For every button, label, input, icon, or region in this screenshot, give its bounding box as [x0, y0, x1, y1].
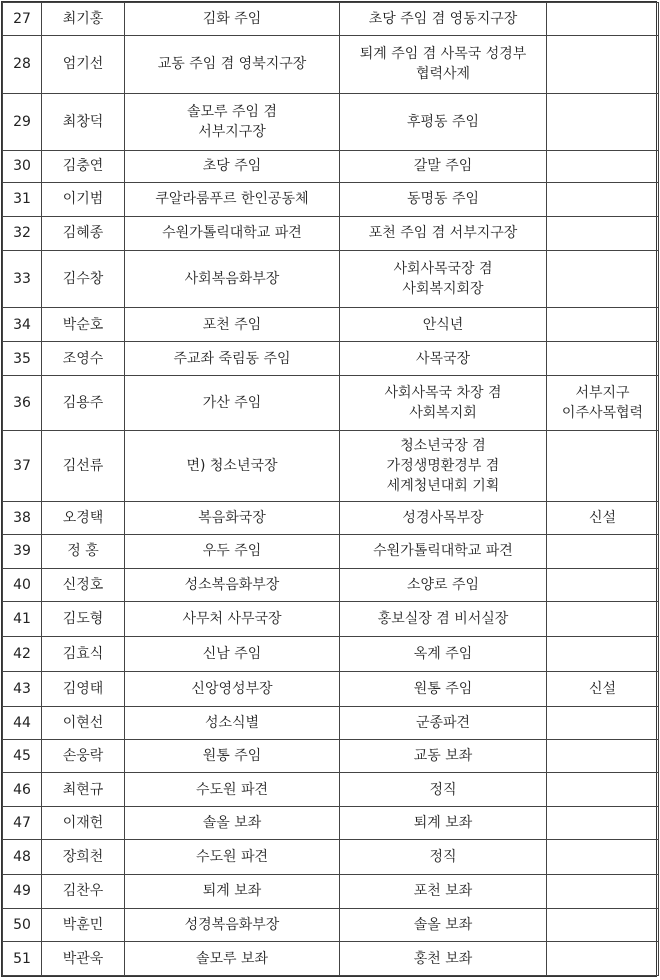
table-row	[3, 773, 659, 807]
new-position-cell: 교동 보좌	[340, 739, 547, 773]
table-row	[3, 341, 659, 376]
person-name-cell: 박관욱	[42, 942, 125, 976]
new-position-cell: 안식년	[340, 308, 547, 342]
person-name-cell: 이재헌	[42, 806, 125, 840]
remarks-cell	[547, 3, 659, 36]
row-number-cell: 46	[3, 773, 42, 807]
previous-position-cell: 쿠알라룸푸르 한인공동체	[125, 183, 340, 217]
table-row	[3, 376, 659, 431]
table-row	[3, 431, 659, 501]
person-name-cell: 김충연	[42, 150, 125, 183]
new-position-cell: 수원가톨릭대학교 파견	[340, 535, 547, 569]
new-position-cell: 포천 보좌	[340, 875, 547, 909]
previous-position-cell: 교동 주임 겸 영북지구장	[125, 35, 340, 93]
remarks-cell	[547, 840, 659, 875]
table-row	[3, 216, 659, 251]
previous-position-cell: 면) 청소년국장	[125, 431, 340, 501]
table-row	[3, 150, 659, 183]
table-row	[3, 942, 659, 976]
remarks-cell	[547, 216, 659, 251]
new-position-cell: 갈말 주임	[340, 150, 547, 183]
remarks-cell: 신설	[547, 501, 659, 535]
table-row	[3, 308, 659, 342]
row-number-cell: 50	[3, 908, 42, 942]
person-name-cell: 이현선	[42, 707, 125, 740]
previous-position-cell: 퇴계 보좌	[125, 875, 340, 909]
row-number-cell: 43	[3, 671, 42, 707]
table-row	[3, 93, 659, 150]
person-name-cell: 엄기선	[42, 35, 125, 93]
person-name-cell: 장희천	[42, 840, 125, 875]
new-position-cell: 옥계 주임	[340, 636, 547, 671]
person-name-cell: 김수창	[42, 251, 125, 308]
previous-position-cell: 가산 주임	[125, 376, 340, 431]
person-name-cell: 김혜종	[42, 216, 125, 251]
new-position-cell: 원통 주임	[340, 671, 547, 707]
previous-position-cell: 사무처 사무국장	[125, 602, 340, 637]
person-name-cell: 최기홍	[42, 3, 125, 36]
previous-position-cell: 성경복음화부장	[125, 908, 340, 942]
person-name-cell: 정 홍	[42, 535, 125, 569]
table-row	[3, 602, 659, 637]
previous-position-cell: 수원가톨릭대학교 파견	[125, 216, 340, 251]
remarks-cell	[547, 773, 659, 807]
previous-position-cell: 원통 주임	[125, 739, 340, 773]
remarks-cell	[547, 535, 659, 569]
new-position-cell: 포천 주임 겸 서부지구장	[340, 216, 547, 251]
row-number-cell: 42	[3, 636, 42, 671]
new-position-cell: 사회사목국 차장 겸 사회복지회	[340, 376, 547, 431]
table-row	[3, 840, 659, 875]
remarks-cell	[547, 341, 659, 376]
person-name-cell: 김영태	[42, 671, 125, 707]
new-position-cell: 사회사목국장 겸 사회복지회장	[340, 251, 547, 308]
row-number-cell: 38	[3, 501, 42, 535]
person-name-cell: 최현규	[42, 773, 125, 807]
new-position-cell: 정직	[340, 773, 547, 807]
table-row	[3, 35, 659, 93]
previous-position-cell: 솔모루 주임 겸 서부지구장	[125, 93, 340, 150]
remarks-cell	[547, 806, 659, 840]
previous-position-cell: 신앙영성부장	[125, 671, 340, 707]
row-number-cell: 35	[3, 341, 42, 376]
person-name-cell: 박순호	[42, 308, 125, 342]
row-number-cell: 51	[3, 942, 42, 976]
new-position-cell: 초당 주임 겸 영동지구장	[340, 3, 547, 36]
appointment-table	[2, 2, 659, 976]
remarks-cell	[547, 251, 659, 308]
table-row	[3, 875, 659, 909]
remarks-cell	[547, 183, 659, 217]
person-name-cell: 최창덕	[42, 93, 125, 150]
new-position-cell: 군종파견	[340, 707, 547, 740]
row-number-cell: 49	[3, 875, 42, 909]
person-name-cell: 이기범	[42, 183, 125, 217]
remarks-cell	[547, 908, 659, 942]
table-row	[3, 739, 659, 773]
table-row	[3, 535, 659, 569]
previous-position-cell: 포천 주임	[125, 308, 340, 342]
previous-position-cell: 초당 주임	[125, 150, 340, 183]
row-number-cell: 29	[3, 93, 42, 150]
new-position-cell: 퇴계 보좌	[340, 806, 547, 840]
person-name-cell: 신정호	[42, 568, 125, 602]
previous-position-cell: 수도원 파견	[125, 840, 340, 875]
remarks-cell: 서부지구 이주사목협력	[547, 376, 659, 431]
table-row	[3, 671, 659, 707]
person-name-cell: 김도형	[42, 602, 125, 637]
new-position-cell: 솔올 보좌	[340, 908, 547, 942]
person-name-cell: 김선류	[42, 431, 125, 501]
new-position-cell: 퇴계 주임 겸 사목국 성경부 협력사제	[340, 35, 547, 93]
table-row	[3, 908, 659, 942]
previous-position-cell: 솔올 보좌	[125, 806, 340, 840]
row-number-cell: 27	[3, 3, 42, 36]
row-number-cell: 32	[3, 216, 42, 251]
person-name-cell: 오경택	[42, 501, 125, 535]
remarks-cell: 신설	[547, 671, 659, 707]
remarks-cell	[547, 568, 659, 602]
new-position-cell: 홍천 보좌	[340, 942, 547, 976]
previous-position-cell: 성소식별	[125, 707, 340, 740]
new-position-cell: 정직	[340, 840, 547, 875]
row-number-cell: 40	[3, 568, 42, 602]
row-number-cell: 44	[3, 707, 42, 740]
new-position-cell: 소양로 주임	[340, 568, 547, 602]
table-row	[3, 183, 659, 217]
previous-position-cell: 우두 주임	[125, 535, 340, 569]
remarks-cell	[547, 35, 659, 93]
remarks-cell	[547, 707, 659, 740]
person-name-cell: 김효식	[42, 636, 125, 671]
remarks-cell	[547, 636, 659, 671]
new-position-cell: 사목국장	[340, 341, 547, 376]
previous-position-cell: 복음화국장	[125, 501, 340, 535]
remarks-cell	[547, 739, 659, 773]
previous-position-cell: 김화 주임	[125, 3, 340, 36]
table-row	[3, 636, 659, 671]
row-number-cell: 31	[3, 183, 42, 217]
remarks-cell	[547, 942, 659, 976]
previous-position-cell: 사회복음화부장	[125, 251, 340, 308]
new-position-cell: 동명동 주임	[340, 183, 547, 217]
remarks-cell	[547, 150, 659, 183]
person-name-cell: 김찬우	[42, 875, 125, 909]
new-position-cell: 성경사목부장	[340, 501, 547, 535]
person-name-cell: 손웅락	[42, 739, 125, 773]
new-position-cell: 홍보실장 겸 비서실장	[340, 602, 547, 637]
row-number-cell: 34	[3, 308, 42, 342]
previous-position-cell: 주교좌 죽림동 주임	[125, 341, 340, 376]
row-number-cell: 48	[3, 840, 42, 875]
remarks-cell	[547, 431, 659, 501]
table-row	[3, 3, 659, 36]
row-number-cell: 39	[3, 535, 42, 569]
person-name-cell: 김용주	[42, 376, 125, 431]
remarks-cell	[547, 875, 659, 909]
remarks-cell	[547, 93, 659, 150]
remarks-cell	[547, 602, 659, 637]
table-row	[3, 707, 659, 740]
new-position-cell: 청소년국장 겸 가정생명환경부 겸 세계청년대회 기획	[340, 431, 547, 501]
row-number-cell: 41	[3, 602, 42, 637]
appointment-document	[1, 1, 657, 977]
table-row	[3, 806, 659, 840]
table-row	[3, 251, 659, 308]
table-row	[3, 501, 659, 535]
person-name-cell: 박훈민	[42, 908, 125, 942]
table-row	[3, 568, 659, 602]
row-number-cell: 33	[3, 251, 42, 308]
person-name-cell: 조영수	[42, 341, 125, 376]
row-number-cell: 45	[3, 739, 42, 773]
row-number-cell: 28	[3, 35, 42, 93]
new-position-cell: 후평동 주임	[340, 93, 547, 150]
previous-position-cell: 솔모루 보좌	[125, 942, 340, 976]
previous-position-cell: 성소복음화부장	[125, 568, 340, 602]
row-number-cell: 30	[3, 150, 42, 183]
previous-position-cell: 신남 주임	[125, 636, 340, 671]
row-number-cell: 37	[3, 431, 42, 501]
remarks-cell	[547, 308, 659, 342]
row-number-cell: 36	[3, 376, 42, 431]
previous-position-cell: 수도원 파견	[125, 773, 340, 807]
row-number-cell: 47	[3, 806, 42, 840]
